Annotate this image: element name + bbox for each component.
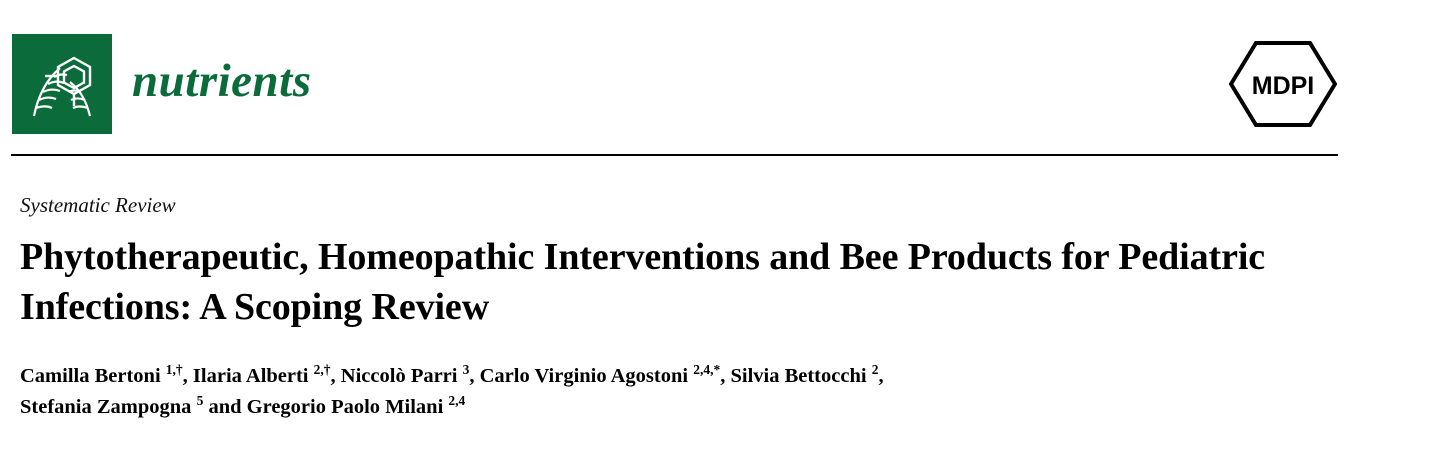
author-separator: , — [182, 364, 193, 387]
article-type-label: Systematic Review — [20, 193, 176, 217]
nutrients-logo-icon — [12, 34, 112, 134]
author-list — [20, 361, 1340, 425]
author-name: Silvia Bettocchi — [730, 364, 872, 387]
author-affiliation-marker: 1,† — [165, 361, 183, 377]
author-affiliation-marker: 2,4 — [448, 393, 466, 409]
author-line-2 — [20, 392, 1340, 424]
author-affiliation-marker: 2,4,* — [693, 361, 721, 377]
author-separator: , — [469, 364, 480, 387]
author-name: Stefania Zampogna — [20, 396, 197, 419]
author-name: Ilaria Alberti — [192, 364, 314, 387]
journal-title: nutrients — [132, 54, 312, 107]
author-name: Camilla Bertoni — [20, 364, 166, 387]
author-name: Carlo Virginio Agostoni — [479, 364, 694, 387]
author-separator: , — [330, 364, 341, 387]
header-divider — [11, 154, 1338, 156]
author-name: Gregorio Paolo Milani — [246, 396, 449, 419]
author-affiliation-marker: 2,† — [313, 361, 331, 377]
author-separator: , — [878, 364, 884, 387]
mdpi-logo-text: MDPI — [1251, 72, 1315, 100]
author-line-1 — [20, 361, 1340, 393]
journal-brand[interactable] — [12, 34, 312, 134]
author-affiliation-marker: 3 — [462, 361, 470, 377]
article-header — [20, 193, 1340, 424]
author-separator: and — [203, 396, 247, 419]
author-affiliation-marker: 2 — [871, 361, 879, 377]
page-title: Phytotherapeutic, Homeopathic Interventions and Bee Products for Pediatric Infections: A Scoping Review — [20, 236, 1266, 329]
author-affiliation-marker: 5 — [196, 393, 204, 409]
author-name: Niccolò Parri — [340, 364, 463, 387]
journal-masthead — [12, 34, 1337, 134]
author-separator: , — [720, 364, 731, 387]
mdpi-logo-icon[interactable] — [1229, 41, 1337, 127]
